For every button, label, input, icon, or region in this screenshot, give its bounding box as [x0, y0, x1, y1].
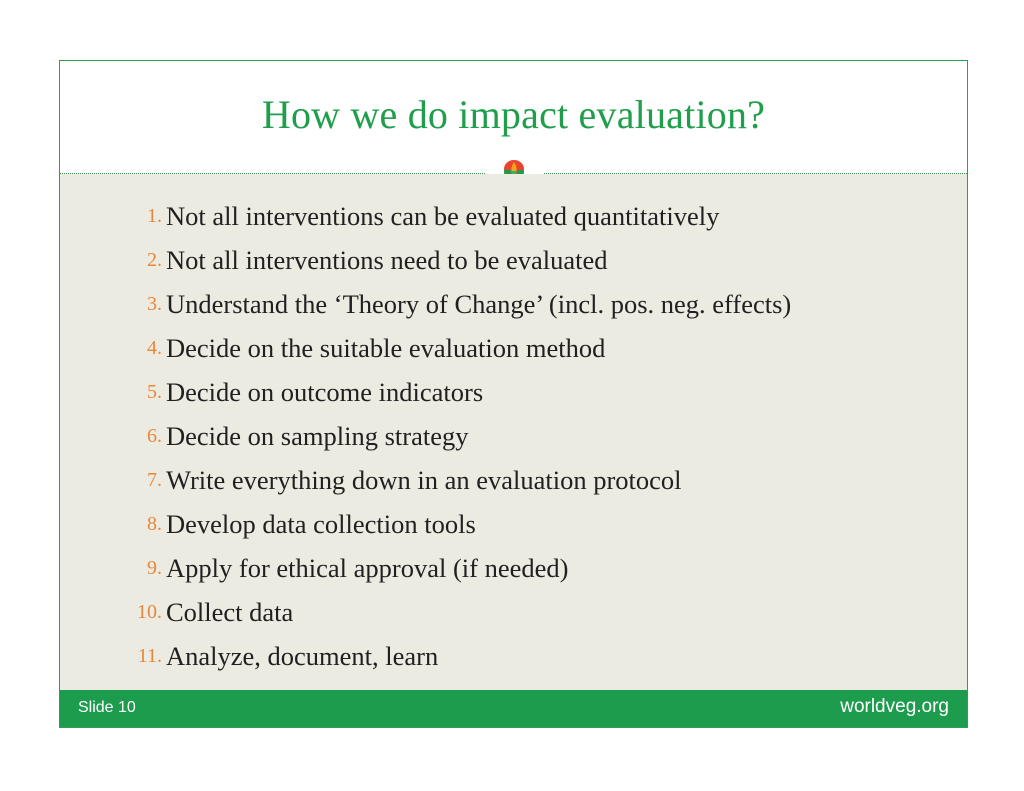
list-item-text: Decide on sampling strategy	[166, 421, 469, 451]
list-item	[78, 198, 937, 234]
list-item	[78, 594, 937, 630]
slide-footer	[60, 690, 967, 727]
slide-title-area	[60, 61, 967, 174]
slide-number: Slide 10	[78, 699, 136, 716]
list-item-number: 3.	[147, 293, 162, 315]
list-item-number: 11.	[137, 645, 162, 667]
list-item	[78, 506, 937, 542]
list-item	[78, 242, 937, 278]
list-item-text: Decide on the suitable evaluation method	[166, 333, 606, 363]
list-item	[78, 374, 937, 410]
list-item	[78, 550, 937, 586]
list-item-number: 1.	[147, 205, 162, 227]
page-title: How we do impact evaluation?	[261, 92, 766, 137]
list-item	[78, 638, 937, 674]
presentation-slide	[59, 60, 968, 728]
list-item-text: Apply for ethical approval (if needed)	[166, 553, 569, 583]
website-label: worldveg.org	[840, 696, 949, 717]
list-item-number: 9.	[147, 557, 162, 579]
list-item-number: 2.	[147, 249, 162, 271]
list-item	[78, 418, 937, 454]
list-item	[78, 286, 937, 322]
list-item-number: 10.	[137, 601, 162, 623]
list-item	[78, 462, 937, 498]
list-item-text: Understand the ‘Theory of Change’ (incl. pos. neg. effects)	[166, 289, 792, 319]
list-item-number: 7.	[147, 469, 162, 491]
list-item-number: 4.	[147, 337, 162, 359]
numbered-list	[78, 198, 937, 674]
list-item-text: Write everything down in an evaluation protocol	[166, 465, 682, 495]
slide-body	[60, 174, 967, 690]
list-item-text: Decide on outcome indicators	[166, 377, 484, 407]
list-item-number: 8.	[147, 513, 162, 535]
list-item-number: 5.	[147, 381, 162, 403]
list-item-number: 6.	[147, 425, 162, 447]
list-item	[78, 330, 937, 366]
list-item-text: Develop data collection tools	[166, 509, 476, 539]
list-item-text: Not all interventions need to be evaluated	[166, 245, 608, 275]
list-item-text: Analyze, document, learn	[166, 641, 439, 671]
list-item-text: Collect data	[166, 597, 294, 627]
list-item-text: Not all interventions can be evaluated quantitatively	[166, 201, 720, 231]
